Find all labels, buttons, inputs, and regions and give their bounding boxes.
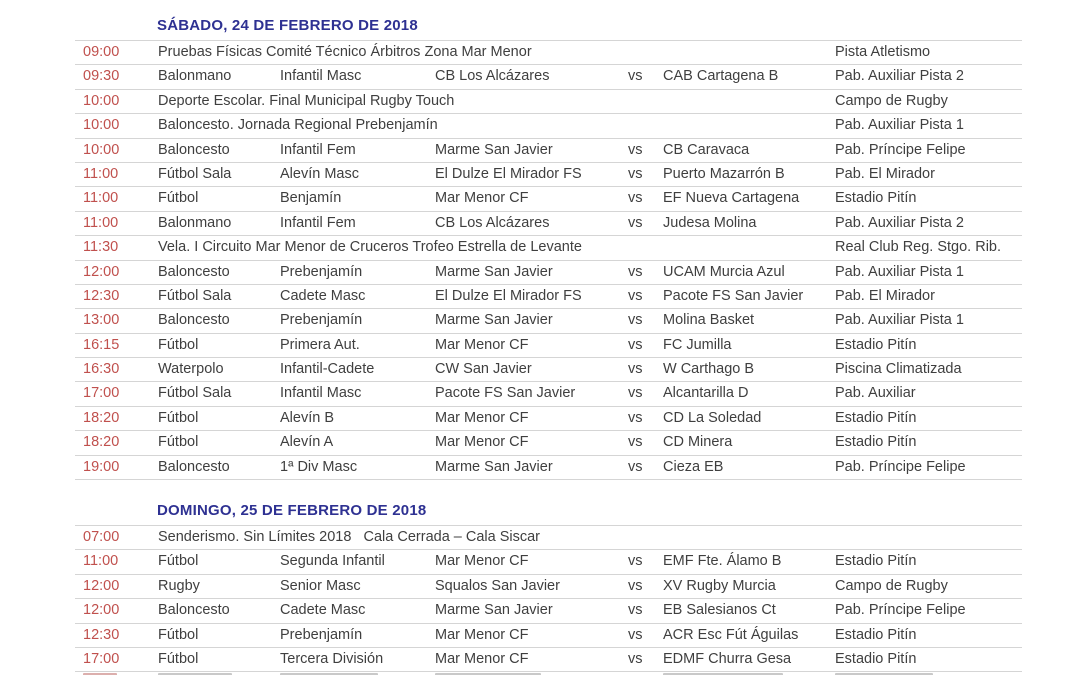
schedule-row [75,40,1022,64]
event-category: Segunda Infantil [280,553,385,570]
event-sport: Fútbol Sala [158,287,232,304]
versus-label: vs [628,165,643,182]
event-time: 10:00 [83,141,120,158]
event-time: 16:15 [83,336,120,353]
home-team: Mar Menor CF [435,650,529,667]
event-time: 12:00 [83,602,120,619]
away-team: Judesa Molina [663,214,757,231]
event-venue: Pab. El Mirador [835,165,935,182]
day-title: DOMINGO, 25 DE FEBRERO DE 2018 [157,502,427,520]
event-venue: Estadio Pitín [835,553,917,570]
event-sport: Baloncesto [158,141,230,158]
event-time: 16:30 [83,361,120,378]
event-venue: Pab. Auxiliar Pista 1 [835,263,964,280]
home-team: Mar Menor CF [435,434,529,451]
home-team: Marme San Javier [435,263,553,280]
event-venue: Pab. Auxiliar [835,385,916,402]
event-sport: Baloncesto [158,312,230,329]
event-description: Deporte Escolar. Final Municipal Rugby Touch [158,92,455,109]
event-category: Alevín B [280,409,334,426]
event-sport: Fútbol [158,626,199,643]
event-category: Primera Aut. [280,336,360,353]
event-category: Benjamín [280,190,342,207]
event-sport: Fútbol [158,190,199,207]
event-time: 19:00 [83,458,120,475]
event-time: 17:00 [83,650,120,667]
versus-label: vs [628,214,643,231]
event-venue: Estadio Pitín [835,434,917,451]
away-team: W Carthago B [663,361,755,378]
event-venue: Real Club Reg. Stgo. Rib. [835,239,1002,256]
event-venue: Pab. Auxiliar Pista 1 [835,117,964,134]
versus-label: vs [628,409,643,426]
away-team: Puerto Mazarrón B [663,165,785,182]
event-time: 12:00 [83,263,120,280]
home-team: Mar Menor CF [435,190,529,207]
versus-label: vs [628,602,643,619]
away-team: EDMF Churra Gesa [663,650,792,667]
versus-label: vs [628,434,643,451]
schedule-row [75,525,1022,549]
home-team: Mar Menor CF [435,336,529,353]
day-section [75,480,1022,675]
away-team: FC Jumilla [663,336,732,353]
event-time: 11:00 [83,165,119,182]
event-time: 11:00 [83,553,119,570]
away-team: EB Salesianos Ct [663,602,776,619]
schedule-row [75,162,1022,186]
home-team: Pacote FS San Javier [435,385,576,402]
event-venue: Pab. Príncipe Felipe [835,602,966,619]
schedule-row [75,455,1022,479]
event-venue: Pab. El Mirador [835,287,935,304]
event-sport: Fútbol [158,336,199,353]
event-venue: Estadio Pitín [835,650,917,667]
event-time: 13:00 [83,312,120,329]
schedule-row [75,211,1022,235]
event-venue: Pab. Príncipe Felipe [835,458,966,475]
event-time: 12:30 [83,626,120,643]
home-team: CB Los Alcázares [435,68,550,85]
event-description: Baloncesto. Jornada Regional Prebenjamín [158,117,438,134]
home-team: Squalos San Javier [435,577,560,594]
event-time: 10:00 [83,117,120,134]
home-team: Marme San Javier [435,458,553,475]
event-time: 12:30 [83,287,120,304]
event-venue: Estadio Pitín [835,336,917,353]
event-venue: Pista Atletismo [835,44,931,60]
event-sport: Fútbol [158,434,199,451]
event-category: Infantil Masc [280,385,362,402]
event-description: Senderismo. Sin Límites 2018 Cala Cerrada – Cala Siscar [158,529,541,546]
schedule-row [75,89,1022,113]
schedule-row [75,406,1022,430]
event-sport: Fútbol [158,553,199,570]
away-team: CB Caravaca [663,141,750,158]
away-team: Alcantarilla D [663,385,749,402]
event-time: 07:00 [83,529,120,546]
schedule-row [75,308,1022,332]
event-sport: Fútbol [158,650,199,667]
schedule-row [75,260,1022,284]
event-venue: Pab. Auxiliar Pista 2 [835,214,964,231]
schedule-row [75,623,1022,647]
event-category: Prebenjamín [280,626,363,643]
schedule-row [75,138,1022,162]
event-sport: Fútbol [158,409,199,426]
event-category: Infantil Masc [280,68,362,85]
away-team: XV Rugby Murcia [663,577,776,594]
event-sport: Baloncesto [158,602,230,619]
event-category: Tercera División [280,650,384,667]
away-team: CAB Cartagena B [663,68,779,85]
versus-label: vs [628,385,643,402]
away-team: CD Minera [663,434,733,451]
schedule-table [75,14,1022,675]
home-team: CB Los Alcázares [435,214,550,231]
away-team: EMF Fte. Álamo B [663,553,782,570]
day-title: SÁBADO, 24 DE FEBRERO DE 2018 [157,17,418,34]
versus-label: vs [628,68,643,85]
home-team: Mar Menor CF [435,553,529,570]
event-category: Cadete Masc [280,602,366,619]
event-sport: Balonmano [158,214,232,231]
schedule-row [75,235,1022,259]
event-category: Infantil-Cadete [280,361,375,378]
schedule-row [75,381,1022,405]
event-time: 12:00 [83,577,120,594]
event-category: Prebenjamín [280,263,363,280]
schedule-row [75,598,1022,622]
event-venue: Estadio Pitín [835,409,917,426]
event-venue: Piscina Climatizada [835,361,962,378]
event-category: Infantil Fem [280,141,356,158]
event-sport: Balonmano [158,68,232,85]
event-venue: Estadio Pitín [835,626,917,643]
event-venue: Pab. Príncipe Felipe [835,141,966,158]
event-time: 11:00 [83,190,119,207]
schedule-row [75,647,1022,671]
versus-label: vs [628,458,643,475]
event-time: 18:20 [83,409,120,426]
event-venue: Pab. Auxiliar Pista 2 [835,68,964,85]
schedule-row [75,186,1022,210]
versus-label: vs [628,553,643,570]
versus-label: vs [628,361,643,378]
away-team: ACR Esc Fút Águilas [663,626,799,643]
versus-label: vs [628,336,643,353]
versus-label: vs [628,190,643,207]
home-team: El Dulze El Mirador FS [435,165,582,182]
event-description: Pruebas Físicas Comité Técnico Árbitros Zona Mar Menor [158,44,532,60]
event-venue: Campo de Rugby [835,577,948,594]
event-description: Vela. I Circuito Mar Menor de Cruceros Trofeo Estrella de Levante [158,239,582,256]
day-section [75,14,1022,480]
event-sport: Fútbol Sala [158,385,232,402]
home-team: El Dulze El Mirador FS [435,287,582,304]
schedule-row [75,333,1022,357]
schedule-row [75,574,1022,598]
event-category: Cadete Masc [280,287,366,304]
away-team: Molina Basket [663,312,755,329]
schedule-row [75,549,1022,573]
event-category: Alevín A [280,434,334,451]
versus-label: vs [628,650,643,667]
away-team: CD La Soledad [663,409,762,426]
event-category: Prebenjamín [280,312,363,329]
home-team: Marme San Javier [435,602,553,619]
event-venue: Pab. Auxiliar Pista 1 [835,312,964,329]
versus-label: vs [628,263,643,280]
event-category: 1ª Div Masc [280,458,358,475]
versus-label: vs [628,577,643,594]
event-sport: Baloncesto [158,263,230,280]
event-time: 11:00 [83,214,119,231]
versus-label: vs [628,287,643,304]
away-team: UCAM Murcia Azul [663,263,785,280]
event-sport: Baloncesto [158,458,230,475]
schedule-row [75,113,1022,137]
event-time: 18:20 [83,434,120,451]
away-team: EF Nueva Cartagena [663,190,800,207]
event-time: 11:30 [83,239,119,256]
versus-label: vs [628,626,643,643]
event-time: 09:30 [83,68,120,85]
event-category: Alevín Masc [280,165,359,182]
away-team: Pacote FS San Javier [663,287,804,304]
event-sport: Waterpolo [158,361,224,378]
event-category: Infantil Fem [280,214,356,231]
event-venue: Estadio Pitín [835,190,917,207]
event-sport: Fútbol Sala [158,165,232,182]
away-team: Cieza EB [663,458,724,475]
schedule-row [75,430,1022,454]
schedule-row [75,284,1022,308]
home-team: Marme San Javier [435,312,553,329]
truncated-row [75,671,1022,675]
event-time: 09:00 [83,44,120,60]
home-team: Mar Menor CF [435,409,529,426]
home-team: Marme San Javier [435,141,553,158]
schedule-row [75,357,1022,381]
home-team: CW San Javier [435,361,532,378]
event-time: 10:00 [83,92,120,109]
schedule-row [75,64,1022,88]
versus-label: vs [628,312,643,329]
home-team: Mar Menor CF [435,626,529,643]
versus-label: vs [628,141,643,158]
event-category: Senior Masc [280,577,361,594]
event-time: 17:00 [83,385,120,402]
event-venue: Campo de Rugby [835,92,948,109]
event-sport: Rugby [158,577,200,594]
